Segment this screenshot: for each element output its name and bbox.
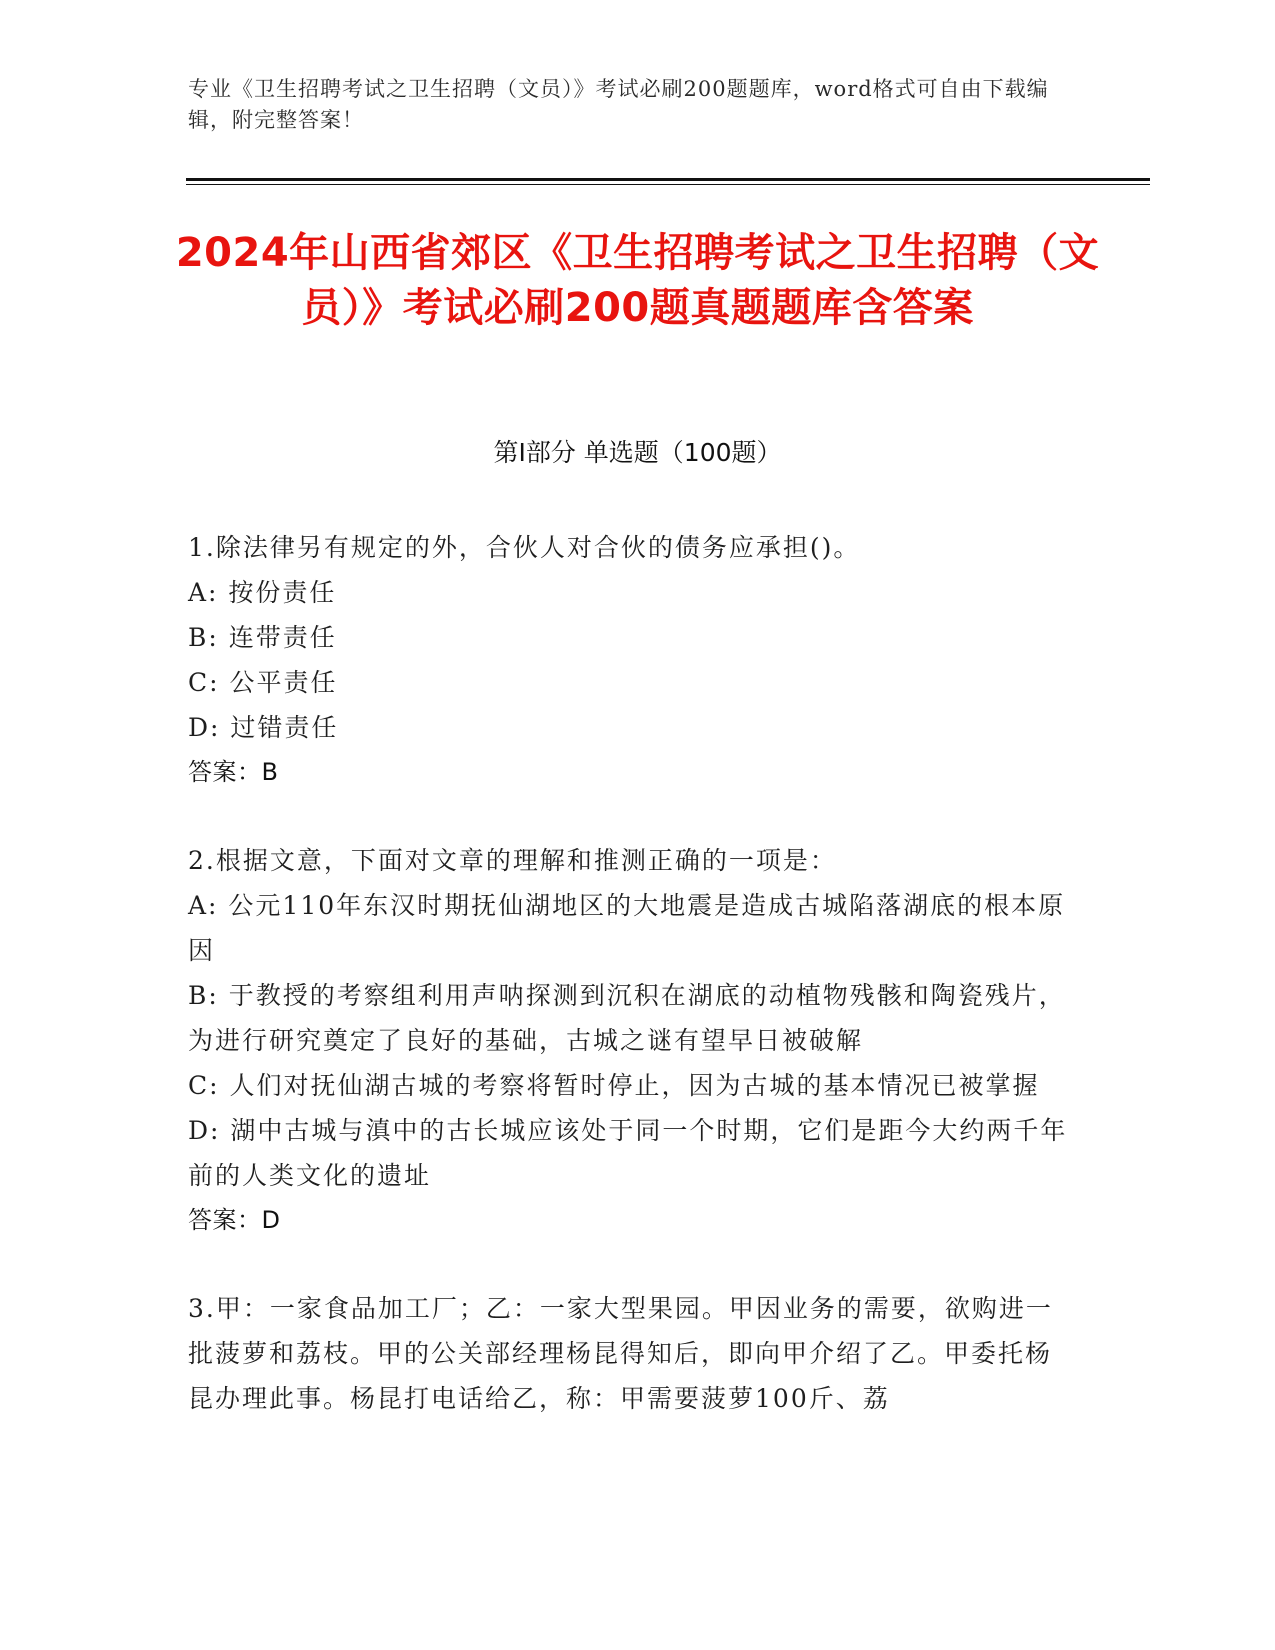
- document-title: 2024年山西省郊区《卫生招聘考试之卫生招聘（文员）》考试必刷200题真题题库含答案: [175, 230, 1100, 331]
- option-a: A: 按份责任: [188, 578, 337, 607]
- answer: 答案：D: [188, 1206, 281, 1234]
- header-rule-thin: [186, 184, 1150, 185]
- option-b: B: 连带责任: [188, 623, 337, 652]
- question-1: [188, 525, 1078, 795]
- question-list: [188, 525, 1078, 1464]
- question-3: [188, 1286, 1078, 1421]
- answer: 答案：B: [188, 758, 279, 786]
- section-heading: 第I部分 单选题（100题）: [493, 438, 782, 467]
- option-d: D: 湖中古城与滇中的古长城应该处于同一个时期，它们是距今大约两千年前的人类文化的遗址: [188, 1116, 1068, 1190]
- question-stem: 1.除法律另有规定的外，合伙人对合伙的债务应承担()。: [188, 533, 861, 562]
- option-c: C: 公平责任: [188, 668, 338, 697]
- option-b: B: 于教授的考察组利用声呐探测到沉积在湖底的动植物残骸和陶瓷残片，为进行研究奠定了良好的基础，古城之谜有望早日被破解: [188, 981, 1066, 1055]
- option-d: D: 过错责任: [188, 713, 339, 742]
- question-2: [188, 838, 1078, 1243]
- question-stem: 2.根据文意，下面对文章的理解和推测正确的一项是：: [188, 846, 837, 875]
- header-rule-thick: [186, 178, 1150, 181]
- option-c: C: 人们对抚仙湖古城的考察将暂时停止，因为古城的基本情况已被掌握: [188, 1071, 1040, 1100]
- header-note: 专业《卫生招聘考试之卫生招聘（文员）》考试必刷200题题库，word格式可自由下载编辑，附完整答案！: [188, 77, 1049, 132]
- option-a: A: 公元110年东汉时期抚仙湖地区的大地震是造成古城陷落湖底的根本原因: [188, 891, 1066, 965]
- question-stem: 3.甲：一家食品加工厂；乙：一家大型果园。甲因业务的需要，欲购进一批菠萝和荔枝。甲的公关部经理杨昆得知后，即向甲介绍了乙。甲委托杨昆办理此事。杨昆打电话给乙，称：甲需要菠萝100斤、荔: [188, 1294, 1053, 1413]
